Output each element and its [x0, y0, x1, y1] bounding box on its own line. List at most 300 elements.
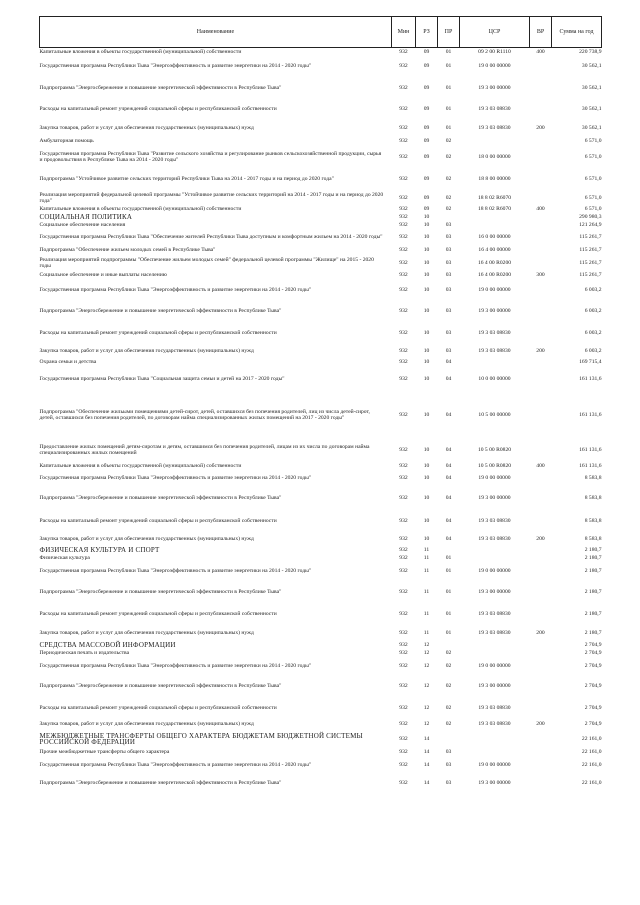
budget-table [39, 16, 602, 793]
cell-pr: 04 [445, 535, 452, 542]
cell-pr: 04 [445, 495, 452, 502]
cell-csr: 19 3 03 08830 [478, 124, 511, 131]
cell-name: Расходы на капитальный ремонт учреждений социальной сферы и республиканской собственности [39, 330, 277, 337]
cell-vr [530, 757, 552, 775]
cell-csr [460, 137, 530, 146]
cell-min: 932 [399, 330, 408, 337]
cell-sum: 6 571,0 [584, 153, 602, 160]
cell-name: СОЦИАЛЬНАЯ ПОЛИТИКА [39, 213, 133, 222]
cell-pr: 04 [445, 375, 452, 382]
cell-min: 932 [399, 555, 408, 562]
cell-csr: 16 4 00 R0200 [477, 259, 512, 266]
table-row [40, 206, 602, 214]
table-row [40, 78, 602, 99]
cell-vr [530, 439, 552, 462]
table-row [40, 650, 602, 658]
cell-vr [530, 323, 552, 345]
table-row [40, 230, 602, 246]
cell-vr [530, 137, 552, 146]
cell-pr: 03 [445, 348, 452, 355]
table-row [40, 48, 602, 56]
cell-sum: 2 180,7 [584, 568, 602, 575]
cell-sum: 161 131,6 [579, 375, 602, 382]
cell-sum: 290 980,3 [579, 214, 602, 221]
cell-rz: 14 [423, 780, 430, 787]
table-row [40, 471, 602, 487]
cell-rz: 10 [423, 330, 430, 337]
cell-rz: 10 [423, 518, 430, 525]
cell-pr: 01 [445, 629, 452, 636]
cell-vr [530, 230, 552, 246]
cell-csr: 19 3 03 08830 [478, 105, 511, 112]
header-sum: Сумма на год [552, 17, 602, 48]
cell-name: Закупка товаров, работ и услуг для обеспечения государственных (муниципальных) нужд [39, 124, 254, 131]
cell-sum: 115 261,7 [579, 259, 602, 266]
cell-pr: 01 [445, 124, 452, 131]
cell-min: 932 [399, 411, 408, 418]
header-vr: ВР [530, 17, 552, 48]
cell-vr [530, 604, 552, 626]
cell-name: МЕЖБЮДЖЕТНЫЕ ТРАНСФЕРТЫ ОБЩЕГО ХАРАКТЕРА БЮДЖЕТАМ БЮДЖЕТНОЙ СИСТЕМЫ РОССИЙСКОЙ ФЕДЕРАЦИИ [39, 731, 363, 746]
section-row [40, 731, 602, 748]
table-row [40, 658, 602, 676]
cell-sum: 115 261,7 [579, 234, 602, 241]
cell-rz: 14 [423, 735, 430, 742]
cell-sum: 30 562,1 [581, 63, 602, 70]
table-row [40, 146, 602, 169]
cell-rz: 10 [423, 234, 430, 241]
cell-csr: 19 0 00 00000 [478, 663, 511, 670]
cell-min: 932 [399, 176, 408, 183]
cell-min: 932 [399, 63, 408, 70]
cell-rz: 10 [423, 286, 430, 293]
cell-pr: 03 [445, 286, 452, 293]
cell-rz: 10 [423, 246, 430, 253]
cell-min: 932 [399, 546, 408, 553]
cell-vr [530, 255, 552, 272]
cell-name: Периодическая печать и издательства [39, 650, 130, 657]
cell-csr: 09 2 00 R1110 [478, 48, 511, 55]
cell-vr [530, 676, 552, 698]
cell-pr: 04 [445, 518, 452, 525]
cell-sum: 220 738,9 [579, 48, 602, 55]
cell-csr: 19 0 00 00000 [478, 286, 511, 293]
cell-csr: 16 4 00 R0200 [477, 272, 512, 279]
cell-min: 932 [399, 641, 408, 648]
cell-csr: 19 3 00 00000 [478, 84, 511, 91]
table-row [40, 169, 602, 191]
table-header [40, 17, 602, 48]
cell-rz: 12 [423, 650, 430, 657]
cell-rz: 11 [423, 568, 430, 575]
table-row [40, 581, 602, 604]
cell-rz: 12 [423, 683, 430, 690]
table-row [40, 137, 602, 146]
section-row [40, 546, 602, 555]
cell-pr: 02 [445, 176, 452, 183]
cell-pr: 02 [445, 650, 452, 657]
cell-min: 932 [399, 308, 408, 315]
cell-pr: 01 [445, 105, 452, 112]
cell-min: 932 [399, 286, 408, 293]
cell-csr: 19 3 03 08830 [478, 611, 511, 618]
cell-min: 932 [399, 495, 408, 502]
table-row [40, 99, 602, 120]
cell-rz: 10 [423, 462, 430, 469]
cell-vr [530, 555, 552, 563]
cell-csr [460, 214, 530, 222]
cell-pr: 02 [445, 683, 452, 690]
cell-sum: 6 003,2 [584, 286, 602, 293]
cell-min: 932 [399, 748, 408, 755]
cell-sum: 8 583,8 [584, 475, 602, 482]
cell-sum: 6 571,0 [584, 137, 602, 144]
cell-vr [530, 650, 552, 658]
cell-pr: 04 [445, 411, 452, 418]
cell-rz: 09 [423, 153, 430, 160]
cell-rz: 12 [423, 704, 430, 711]
cell-vr [530, 78, 552, 99]
cell-csr: 19 3 03 08830 [478, 721, 511, 728]
cell-min: 932 [399, 246, 408, 253]
cell-pr: 03 [445, 780, 452, 787]
cell-pr: 01 [445, 588, 452, 595]
cell-sum: 161 131,6 [579, 462, 602, 469]
cell-csr: 19 0 00 00000 [478, 63, 511, 70]
cell-sum: 2 180,7 [584, 629, 602, 636]
cell-csr: 19 0 00 00000 [478, 762, 511, 769]
header-rz: РЗ [416, 17, 438, 48]
cell-csr: 19 3 00 00000 [478, 495, 511, 502]
cell-pr: 03 [445, 308, 452, 315]
cell-name: Закупка товаров, работ и услуг для обеспечения государственных (муниципальных) нужд [39, 348, 254, 355]
cell-rz: 10 [423, 375, 430, 382]
cell-vr [530, 301, 552, 323]
cell-vr: 200 [536, 124, 545, 131]
cell-pr: 02 [445, 206, 452, 213]
cell-sum: 6 003,2 [584, 348, 602, 355]
cell-sum: 22 161,0 [581, 780, 602, 787]
cell-min: 932 [399, 475, 408, 482]
cell-min: 932 [399, 629, 408, 636]
cell-name: Реализация мероприятий подпрограммы "Обеспечение жильем молодых семей" федеральной целевой программы "Жилище" на 2015 - 2020 годы [39, 256, 374, 269]
cell-name: Социальное обеспечение населения [39, 222, 126, 229]
cell-sum: 2 180,7 [584, 546, 602, 553]
cell-name: Государственная программа Республики Тыва "Социальная защита семьи и детей на 2017 - 2020 годы" [39, 375, 285, 382]
cell-sum: 115 261,7 [579, 246, 602, 253]
section-row [40, 214, 602, 222]
table-row [40, 511, 602, 533]
cell-csr: 10 5 00 00000 [478, 411, 511, 418]
cell-vr: 400 [536, 206, 545, 213]
cell-rz: 09 [423, 63, 430, 70]
table-row [40, 367, 602, 392]
cell-min: 932 [399, 683, 408, 690]
cell-csr [460, 546, 530, 555]
cell-min: 932 [399, 234, 408, 241]
cell-vr [530, 367, 552, 392]
cell-name: Амбулаторная помощь [39, 137, 94, 144]
cell-name: СРЕДСТВА МАССОВОЙ ИНФОРМАЦИИ [39, 640, 176, 649]
cell-vr [530, 775, 552, 793]
cell-min: 932 [399, 272, 408, 279]
cell-rz: 10 [423, 411, 430, 418]
table-row [40, 280, 602, 301]
cell-csr: 19 3 03 08830 [478, 535, 511, 542]
header-csr: ЦСР [460, 17, 530, 48]
cell-min: 932 [399, 194, 408, 201]
table-row [40, 748, 602, 757]
cell-pr: 03 [445, 762, 452, 769]
cell-vr [530, 169, 552, 191]
cell-rz: 10 [423, 259, 430, 266]
cell-vr: 400 [536, 462, 545, 469]
cell-csr: 19 3 03 08830 [478, 518, 511, 525]
cell-vr [530, 99, 552, 120]
cell-vr [530, 641, 552, 650]
cell-pr [438, 641, 460, 650]
cell-sum: 2 704,9 [584, 641, 602, 648]
cell-name: Закупка товаров, работ и услуг для обеспечения государственных (муниципальных) нужд [39, 535, 254, 542]
cell-vr: 200 [536, 535, 545, 542]
cell-csr: 10 0 00 00000 [478, 375, 511, 382]
cell-sum: 161 131,6 [579, 411, 602, 418]
cell-name: Предоставление жилых помещений детям-сиротам и детям, оставшимся без попечения родителей, лицам из их числа по договорам найма специализированных жилых помещений [39, 443, 370, 456]
cell-csr: 19 3 03 08830 [478, 330, 511, 337]
table-row [40, 775, 602, 793]
cell-pr: 01 [445, 611, 452, 618]
cell-rz: 12 [423, 641, 430, 648]
cell-csr [460, 359, 530, 367]
cell-pr: 04 [445, 475, 452, 482]
cell-name: Государственная программа Республики Тыва "Энергоэффективность и развитие энергетики на 2014 - 2020 годы" [39, 63, 312, 70]
cell-pr: 03 [445, 330, 452, 337]
cell-csr [460, 731, 530, 748]
cell-pr: 01 [445, 568, 452, 575]
cell-name: Государственная программа Республики Тыва "Энергоэффективность и развитие энергетики на 2014 - 2020 годы" [39, 568, 312, 575]
cell-rz: 14 [423, 762, 430, 769]
cell-name: ФИЗИЧЕСКАЯ КУЛЬТУРА И СПОРТ [39, 545, 160, 554]
table-row [40, 604, 602, 626]
cell-vr [530, 546, 552, 555]
cell-sum: 2 704,9 [584, 663, 602, 670]
cell-vr [530, 698, 552, 719]
cell-name: Охрана семьи и детства [39, 359, 97, 366]
cell-sum: 6 571,0 [584, 194, 602, 201]
cell-min: 932 [399, 663, 408, 670]
cell-name: Государственная программа Республики Тыва "Энергоэффективность и развитие энергетики на 2014 - 2020 годы" [39, 286, 312, 293]
cell-name: Закупка товаров, работ и услуг для обеспечения государственных (муниципальных) нужд [39, 721, 254, 728]
cell-rz: 09 [423, 84, 430, 91]
cell-rz: 09 [423, 206, 430, 213]
cell-sum: 169 715,4 [579, 359, 602, 366]
cell-name: Прочие межбюджетные трансферты общего характера [39, 748, 170, 755]
cell-name: Подпрограмма "Энергосбережение и повышение энергетической эффективности в Республике Тыва" [39, 780, 282, 787]
cell-csr: 16 4 00 00000 [478, 246, 511, 253]
cell-name: Подпрограмма "Энергосбережение и повышение энергетической эффективности в Республике Тыва" [39, 683, 282, 690]
cell-rz: 10 [423, 348, 430, 355]
cell-vr [530, 146, 552, 169]
cell-min: 932 [399, 259, 408, 266]
cell-pr: 01 [445, 63, 452, 70]
cell-pr [438, 546, 460, 555]
cell-rz: 11 [423, 629, 430, 636]
cell-min: 932 [399, 124, 408, 131]
cell-name: Социальное обеспечение и иные выплаты населению [39, 272, 167, 279]
cell-rz: 10 [423, 272, 430, 279]
cell-rz: 10 [423, 308, 430, 315]
cell-vr [530, 731, 552, 748]
cell-pr: 02 [445, 721, 452, 728]
cell-sum: 2 180,7 [584, 611, 602, 618]
cell-sum: 6 571,0 [584, 176, 602, 183]
cell-rz: 12 [423, 721, 430, 728]
cell-rz: 09 [423, 124, 430, 131]
cell-pr: 02 [445, 663, 452, 670]
cell-pr: 02 [445, 704, 452, 711]
table-row [40, 120, 602, 137]
cell-min: 932 [399, 137, 408, 144]
table-row [40, 359, 602, 367]
cell-name: Подпрограмма "Энергосбережение и повышение энергетической эффективности в Республике Тыва" [39, 84, 282, 91]
cell-vr [530, 359, 552, 367]
cell-pr: 02 [445, 137, 452, 144]
table-row [40, 626, 602, 641]
cell-min: 932 [399, 153, 408, 160]
cell-vr [530, 563, 552, 581]
cell-sum: 6 003,2 [584, 308, 602, 315]
cell-pr: 01 [445, 48, 452, 55]
cell-name: Капитальные вложения в объекты государственной (муниципальной) собственности [39, 206, 242, 213]
cell-sum: 6 571,0 [584, 206, 602, 213]
cell-vr [530, 246, 552, 255]
cell-min: 932 [399, 780, 408, 787]
cell-csr: 18 8 00 00000 [478, 176, 511, 183]
cell-csr: 16 0 00 00000 [478, 234, 511, 241]
cell-sum: 22 161,0 [581, 762, 602, 769]
cell-name: Подпрограмма "Устойчивое развитие сельских территорий Республики Тыва на 2014 - 2017 годы и на период до 2020 года" [39, 176, 334, 183]
cell-min: 932 [399, 84, 408, 91]
cell-min: 932 [399, 206, 408, 213]
cell-vr [530, 748, 552, 757]
cell-min: 932 [399, 535, 408, 542]
cell-min: 932 [399, 105, 408, 112]
cell-name: Капитальные вложения в объекты государственной (муниципальной) собственности [39, 48, 242, 55]
cell-vr: 200 [536, 629, 545, 636]
cell-rz: 10 [423, 495, 430, 502]
cell-pr: 01 [445, 84, 452, 91]
cell-name: Физическая культура [39, 555, 90, 562]
cell-name: Расходы на капитальный ремонт учреждений социальной сферы и республиканской собственности [39, 704, 277, 711]
cell-sum: 2 180,7 [584, 588, 602, 595]
cell-min: 932 [399, 762, 408, 769]
cell-sum: 2 704,9 [584, 650, 602, 657]
cell-vr [530, 392, 552, 439]
cell-sum: 30 562,1 [581, 105, 602, 112]
cell-min: 932 [399, 48, 408, 55]
cell-min: 932 [399, 359, 408, 366]
cell-min: 932 [399, 214, 408, 221]
cell-name: Расходы на капитальный ремонт учреждений социальной сферы и республиканской собственности [39, 105, 277, 112]
cell-sum: 22 161,0 [581, 748, 602, 755]
cell-name: Расходы на капитальный ремонт учреждений социальной сферы и республиканской собственности [39, 518, 277, 525]
cell-name: Подпрограмма "Энергосбережение и повышение энергетической эффективности в Республике Тыва" [39, 588, 282, 595]
cell-csr: 10 5 00 R0820 [477, 446, 512, 453]
cell-csr: 19 3 00 00000 [478, 683, 511, 690]
cell-rz: 09 [423, 105, 430, 112]
cell-name: Государственная программа Республики Тыва "Энергоэффективность и развитие энергетики на 2014 - 2020 годы" [39, 663, 312, 670]
section-row [40, 641, 602, 650]
cell-name: Подпрограмма "Обеспечение жильем молодых семей в Республике Тыва" [39, 246, 216, 253]
table-row [40, 301, 602, 323]
cell-name: Государственная программа Республики Тыва "Обеспечение жителей Республики Тыва доступным и комфортным жильем на 2014 - 2020 годы" [39, 234, 383, 241]
table-row [40, 487, 602, 511]
cell-sum: 6 003,2 [584, 330, 602, 337]
table-row [40, 698, 602, 719]
table-row [40, 555, 602, 563]
table-row [40, 191, 602, 206]
cell-pr: 01 [445, 555, 452, 562]
table-row [40, 345, 602, 359]
cell-rz: 09 [423, 194, 430, 201]
cell-min: 932 [399, 704, 408, 711]
cell-sum: 2 180,7 [584, 555, 602, 562]
cell-rz: 09 [423, 48, 430, 55]
cell-min: 932 [399, 446, 408, 453]
cell-csr [460, 555, 530, 563]
header-pr: ПР [438, 17, 460, 48]
cell-rz: 12 [423, 663, 430, 670]
cell-pr: 02 [445, 194, 452, 201]
cell-min: 932 [399, 588, 408, 595]
cell-sum: 115 261,7 [579, 272, 602, 279]
cell-rz: 10 [423, 222, 430, 229]
cell-pr: 03 [445, 272, 452, 279]
cell-name: Государственная программа Республики Тыва "Энергоэффективность и развитие энергетики на 2014 - 2020 годы" [39, 475, 312, 482]
cell-pr: 04 [445, 462, 452, 469]
table-body [40, 48, 602, 793]
cell-csr: 19 3 00 00000 [478, 588, 511, 595]
cell-rz: 11 [423, 588, 430, 595]
cell-min: 932 [399, 462, 408, 469]
table-row [40, 246, 602, 255]
cell-csr: 10 5 00 R0820 [477, 462, 512, 469]
cell-rz: 09 [423, 137, 430, 144]
cell-min: 932 [399, 611, 408, 618]
cell-name: Закупка товаров, работ и услуг для обеспечения государственных (муниципальных) нужд [39, 629, 254, 636]
cell-min: 932 [399, 735, 408, 742]
cell-csr: 18 0 00 00000 [478, 153, 511, 160]
cell-sum: 30 562,1 [581, 124, 602, 131]
cell-csr: 19 0 00 00000 [478, 475, 511, 482]
cell-pr: 04 [445, 446, 452, 453]
table-row [40, 56, 602, 78]
cell-vr: 300 [536, 272, 545, 279]
cell-sum: 2 704,9 [584, 704, 602, 711]
cell-sum: 22 161,0 [581, 735, 602, 742]
cell-vr [530, 56, 552, 78]
cell-name: Государственная программа Республики Тыва "Развитие сельского хозяйства и регулирование рынков сельскохозяйственной продукции, сырья и продовольствия в Республике Тыва на 2014 - 2020 годы" [39, 150, 382, 163]
cell-min: 932 [399, 222, 408, 229]
cell-csr: 19 0 00 00000 [478, 568, 511, 575]
cell-csr: 19 3 00 00000 [478, 308, 511, 315]
cell-rz: 10 [423, 359, 430, 366]
cell-vr [530, 191, 552, 206]
cell-sum: 121 264,9 [579, 222, 602, 229]
cell-min: 932 [399, 375, 408, 382]
cell-pr: 02 [445, 153, 452, 160]
cell-rz: 11 [423, 555, 430, 562]
